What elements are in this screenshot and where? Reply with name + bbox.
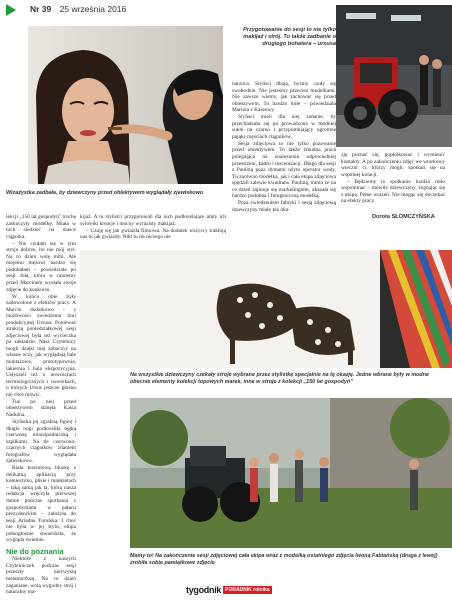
- makeup-photo: [28, 26, 223, 184]
- paragraph: – Czuję się jak gwiazda filmowa. Na dodatek wszyscy traktują nas tu jak gwiazdy. Nikt tu mi niczego nie: [80, 227, 226, 241]
- subheading: Nie do poznania: [6, 546, 64, 556]
- paragraph: Stylistka jej zgrabną figurę i długie nogi podkreśliła tęgką czerwoną minisipódniczką i szpilkami. Na tle czerwono-czarnych ciągników zdaniem fotografów wyglądała zjawiskowo.: [6, 418, 76, 465]
- issue-info: [30, 4, 126, 14]
- shoes-photo-image: [80, 250, 452, 368]
- paragraph: W końcu obie były zadowolone z efektów pracy. A Marcin dodatkowo – z możliwości zwiedzenia linii produkcyjnej Ursusa. Ponieważ atrakcją poniedziałkowej sesji zdjęciowej była też wycieczka po zakładzie. Nasz Czytelnicy mogli dzięki niej zobaczyć na własne oczy, jak wyglądają hale montażowe, prototypownia, lakiernia i hala ekspozycyjna. Usłyszeli też o nowościach technologicznych i nowinkach, o których Ursus jeszcze głośno nie chce mówić.: [6, 293, 76, 398]
- factory-photo-image: [336, 5, 452, 147]
- issue-number: Nr 39: [30, 4, 52, 14]
- paragraph: kijaż. A tu stylistci przygotowali dla nich podkreślające atuty ich sylwetki kreacje i mocny wyrazisty makijaż.: [80, 214, 226, 227]
- makeup-caption: Wizażystka zadbała, by dziewczyny przed obiektywem wyglądały zjawiskowo: [6, 190, 204, 196]
- group-caption: Mamy to! Na zakończenie sesji zdjęciowej cała ekipa wraz z modelką ostatniego zdjęcia Iwoną Fabiańską (druga z lewej) zrobiła sobie pamiątkowe zdjęcie: [130, 553, 438, 566]
- paragraph: Niektóre z naszych Czytelniczek podczas sesji przeszły niezwykłą metamorfozę. Na co dzień zaganiane, wolą wygodny strój i naturalny ma-: [6, 556, 76, 596]
- shoes-photo: [80, 250, 452, 368]
- paragraph: zję poznać się, popłotkować i wymienić kontakty. A po zakończeniu zdjęć we wtorkowy wieczór ci, którzy mogli, spotkali się na wspólnej kolacji.: [341, 152, 445, 178]
- intro-caption: Przygotowanie do sesji to nie tylko makijaż i strój. To także zadbanie o drugiego bohatera – ursusa: [243, 27, 336, 47]
- paragraph: Poza zwiedzeniem fabryki i sesją zdjęciową dziewczyny miały też oka-: [232, 200, 336, 213]
- paragraph: – Nie czułam się w tym stroju dobrze, bo nie mój styl. Na co dzień wolę mini. Ale mojemu mężowi bardzo się podobałam – powiedziała po sesji Jola, która w rannemy przed Marcinem wysłała swoje zdjęcie do konkursu.: [6, 240, 76, 293]
- issue-date: 25 września 2016: [59, 4, 127, 14]
- shoes-caption: Na wszystkie dziewczyny czekały stroje wybrane przez stylistkę specjalnie na tę okazję. Jedne wbrane były w modne obecnie elementy kolekcji topowych marek, inne w stroje z kolekcji „150 lat gospodyń": [130, 372, 430, 385]
- paragraph: narzuca. Stylisci dbają, byśmy czuły się swobodnie. Nie jesteśmy przecież modelkami. Nie zawsze wiemy, jak zachować się przed obiektywem. To bardzo miłe – powiedziała Mariola z Kaszewy.: [232, 81, 336, 114]
- green-arrow-icon: [6, 4, 16, 16]
- paragraph: Sesja zdjęciowa to nie tylko pozowanie przed obiektywem. To także żmudna praca polegająca na znalezieniu odpowiedniej przestrzeni, kadru i inscenizacji. Długo dla sesji z Pauliną poza dymami użyto operator wody. Tu zarówno modelka, jak i cała ekipa zdjęciowa spędzili zalewie kwadrans. Pauliną, mimo że na co dzień zajmuje się marketingiem, okazała się bardzo podobna i fotogeniczną modelką.: [232, 140, 336, 200]
- paragraph: Biała koszulową bluzkę z delikatną aplikacją przy kołnierzyku, plisie i mankietach – taką samą jak ta, którą nasza redakcja wręczyła pierwszej damie podczas spotkania z gospodyniami w pałacu prezydenckim – założyła do sesji Ariadna Turulska. I choć nie była w jej stylu, ekipa jednogłośnie stwierdziła, że wygląda świetnie.: [6, 465, 76, 544]
- author-signature: Dorota SŁOMCZYŃSKA: [372, 214, 435, 220]
- paragraph: – Będziemy to spotkanie bardzo miło wspominać – mówiły dziewczyny, żegnając się z ekipą. Pełne wrażeń. Nie mogąc się doczekać na efekty pracy.: [341, 178, 445, 205]
- factory-photo: [336, 5, 452, 147]
- footer-logo: [186, 585, 272, 595]
- article-column-1: [6, 214, 76, 596]
- tygodnik-logo: tygodnik: [186, 585, 222, 595]
- poradnik-badge: PORADNIK rolnika: [225, 587, 270, 593]
- article-column-4: [341, 152, 445, 205]
- article-column-3: [232, 81, 336, 214]
- makeup-photo-image: [28, 26, 223, 184]
- paragraph: Stylisci mieli dla niej zadanie, by przechadzała się po prowadzona w modniej sukni na czarno i przypomniający ogromne pająki częściach ciągników.: [232, 114, 336, 140]
- paragraph: lekcji „150 lat gospodyń" trochę zaskoczyły modelkę. Miała w nich siedzieć na masce ciągnika.: [6, 214, 76, 240]
- group-photo-image: [130, 398, 452, 548]
- article-column-2: [80, 214, 226, 241]
- paragraph: Tuż po niej przed obiektywem stanęła Kasia Nadulna.: [6, 398, 76, 418]
- group-photo: [130, 398, 452, 548]
